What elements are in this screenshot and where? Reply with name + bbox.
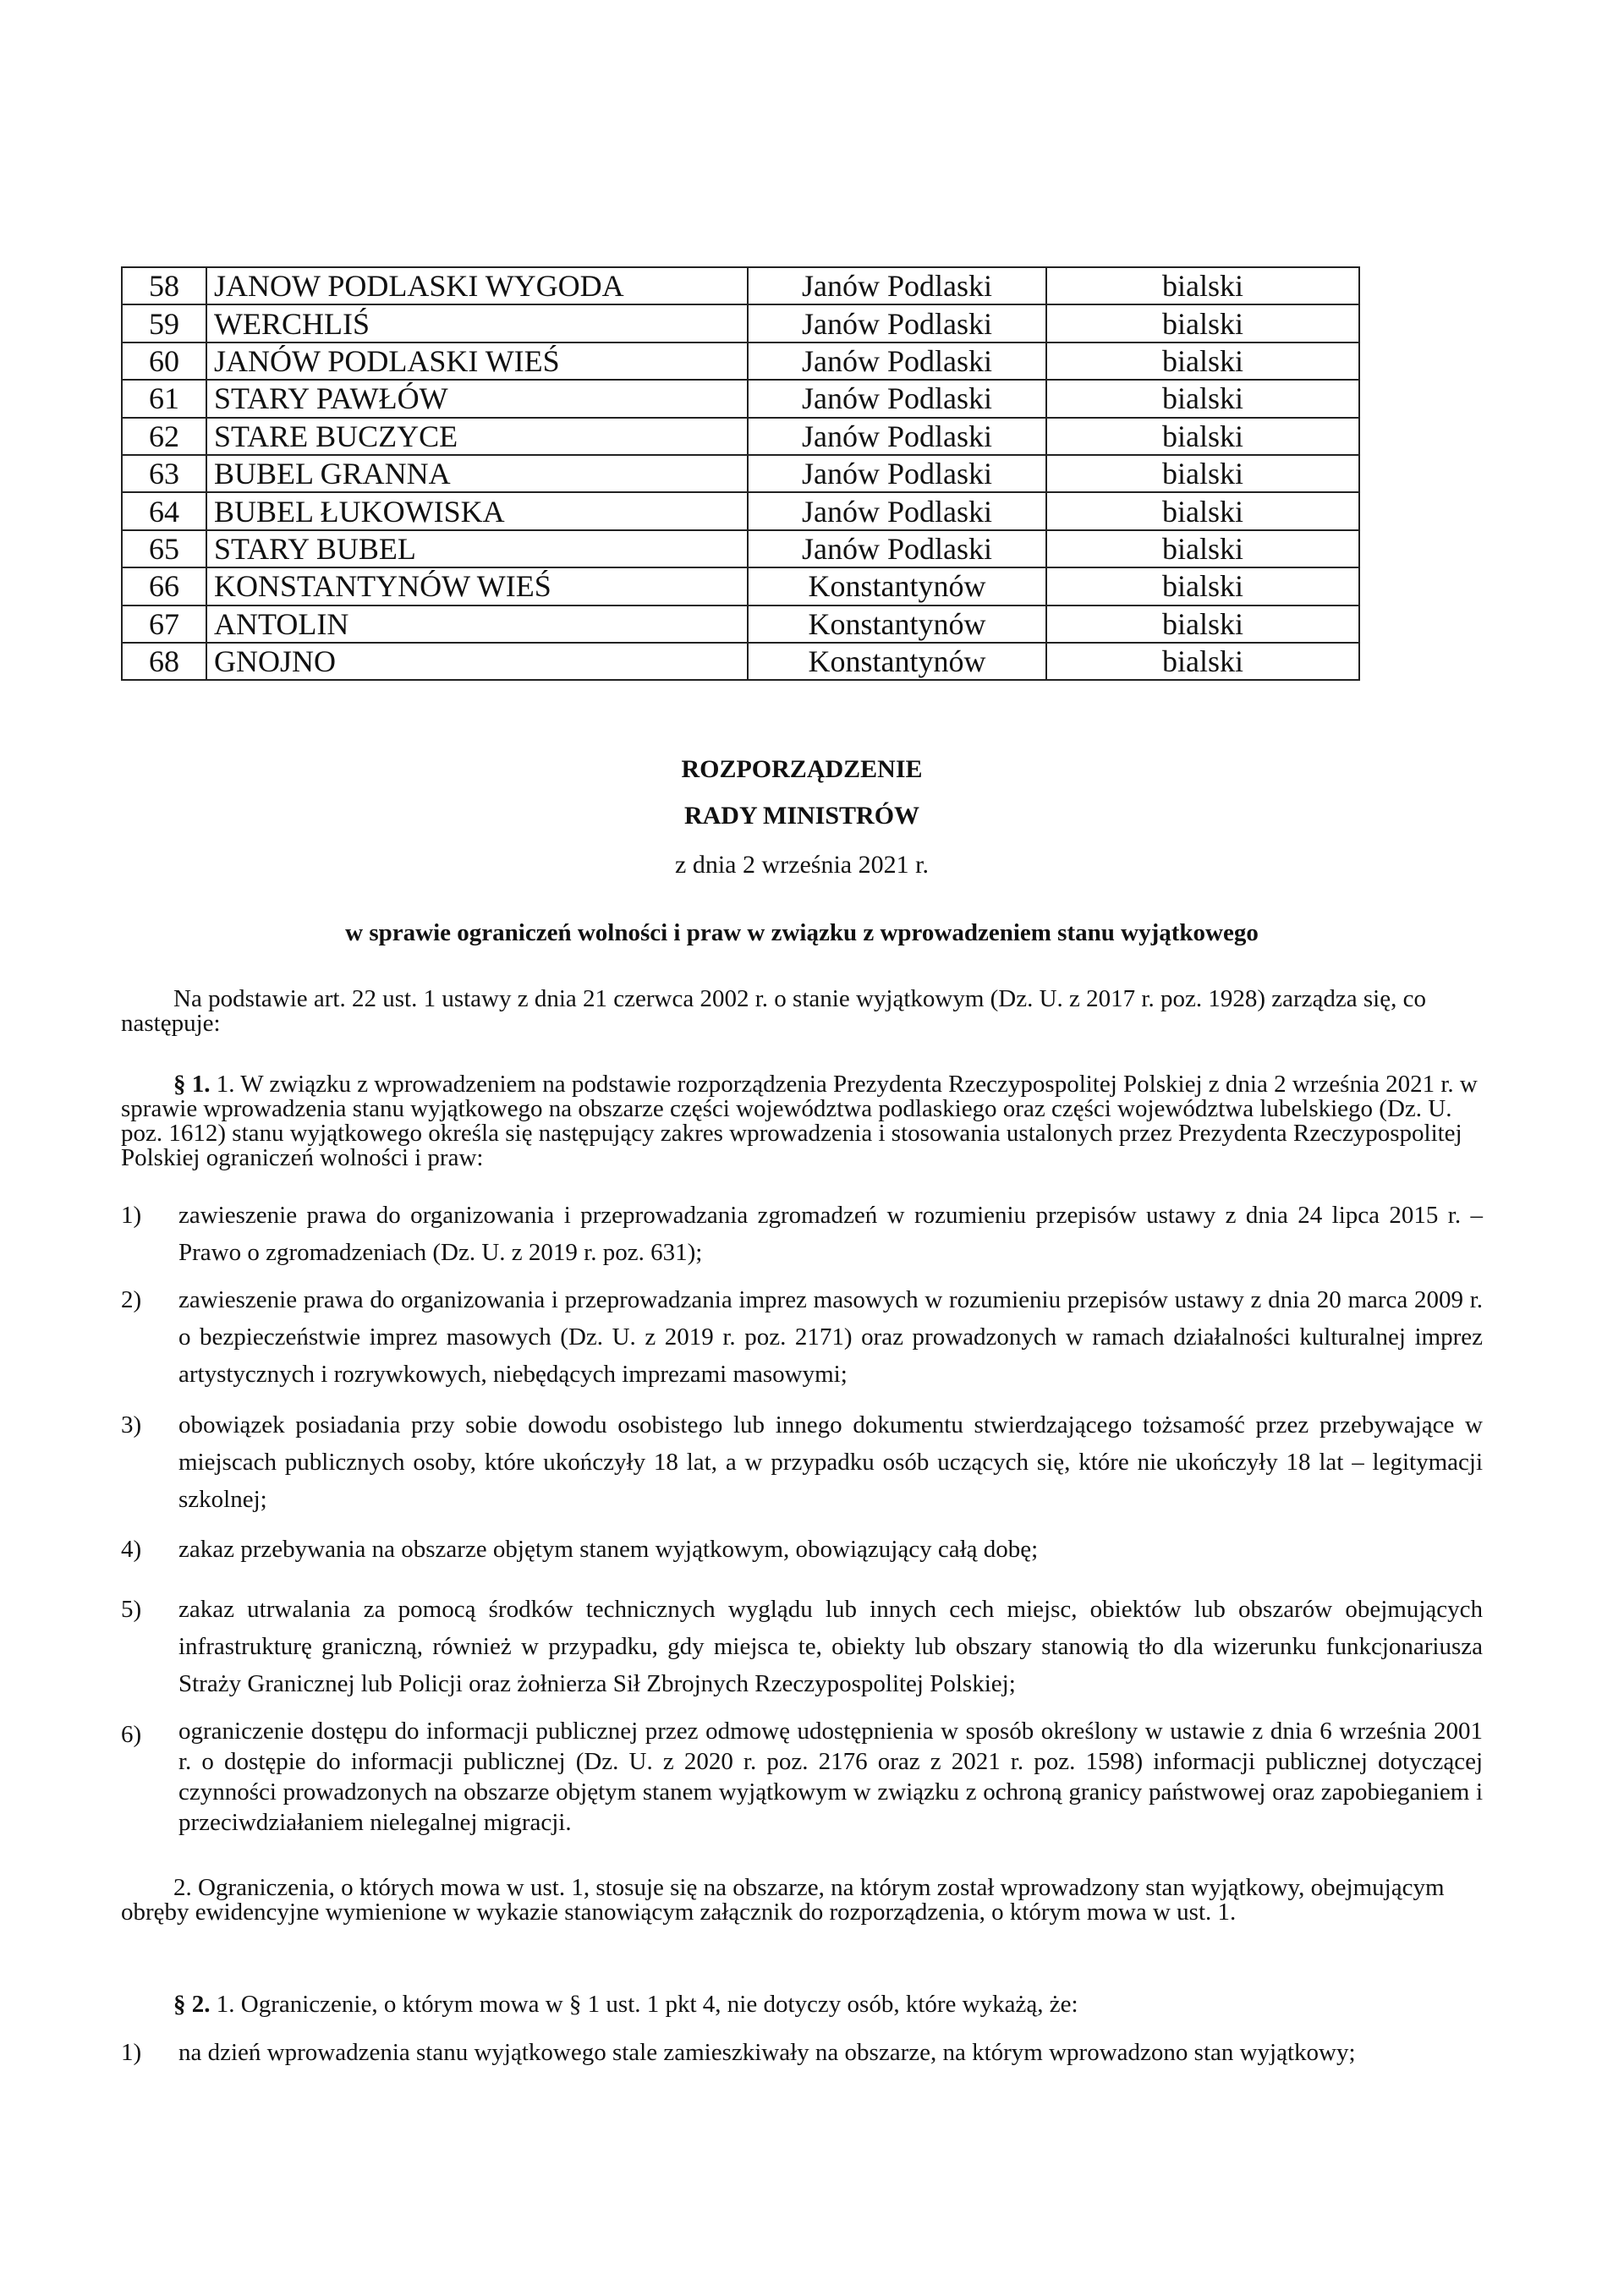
section-1-item bbox=[121, 1406, 1483, 1518]
gmina-cell: Janów Podlaski bbox=[748, 267, 1046, 304]
row-number-cell: 64 bbox=[122, 492, 206, 529]
row-number-cell: 58 bbox=[122, 267, 206, 304]
section-1-paragraph-2 bbox=[121, 1876, 1483, 1925]
gmina-cell: Konstantynów bbox=[748, 606, 1046, 643]
section-1-intro-text: 1. W związku z wprowadzeniem na podstawie rozporządzenia Prezydenta Rzeczypospolitej Polskiej z dnia 2 września 2021 r. w sprawie wprowadzenia stanu wyjątkowego na obszarze części województwa podlaskiego oraz części województwa lubelskiego (Dz. U. poz. 1612) stanu wyjątkowego określa się następujący zakres wprowadzenia i stosowania ustalonych przez Prezydenta Rzeczypospolitej Polskiej ograniczeń wolności i praw: bbox=[121, 1071, 1478, 1171]
section-1-item bbox=[121, 1531, 1483, 1568]
item-number: 4) bbox=[121, 1536, 142, 1563]
locality-name-cell: KONSTANTYNÓW WIEŚ bbox=[206, 567, 748, 605]
row-number-cell: 67 bbox=[122, 606, 206, 643]
locality-table-body bbox=[122, 267, 1359, 680]
powiat-cell: bialski bbox=[1046, 418, 1359, 455]
locality-name-cell: BUBEL ŁUKOWISKA bbox=[206, 492, 748, 529]
table-row bbox=[122, 643, 1359, 680]
locality-name-cell: JANÓW PODLASKI WIEŚ bbox=[206, 342, 748, 380]
gmina-cell: Janów Podlaski bbox=[748, 418, 1046, 455]
table-row bbox=[122, 342, 1359, 380]
locality-name-cell: STARY PAWŁÓW bbox=[206, 380, 748, 417]
row-number-cell: 68 bbox=[122, 643, 206, 680]
section-1-item bbox=[121, 1281, 1483, 1393]
locality-name-cell: STARY BUBEL bbox=[206, 530, 748, 567]
powiat-cell: bialski bbox=[1046, 267, 1359, 304]
powiat-cell: bialski bbox=[1046, 530, 1359, 567]
section-1-item bbox=[121, 1591, 1483, 1702]
section-1-intro bbox=[121, 1072, 1483, 1170]
item-number: 1) bbox=[121, 2039, 142, 2066]
locality-name-cell: STARE BUCZYCE bbox=[206, 418, 748, 455]
item-text: obowiązek posiadania przy sobie dowodu osobistego lub innego dokumentu stwierdzającego tożsamość przez przebywające w miejscach publicznych osoby, które ukończyły 18 lat, a w przypadku osób uczących się, które nie ukończyły 18 lat – legitymacji szkolnej; bbox=[178, 1411, 1483, 1513]
gmina-cell: Janów Podlaski bbox=[748, 455, 1046, 492]
powiat-cell: bialski bbox=[1046, 342, 1359, 380]
row-number-cell: 62 bbox=[122, 418, 206, 455]
gmina-cell: Konstantynów bbox=[748, 643, 1046, 680]
document-date: z dnia 2 września 2021 r. bbox=[675, 851, 929, 879]
item-number: 1) bbox=[121, 1202, 142, 1229]
section-1-marker: § 1. bbox=[173, 1071, 211, 1098]
table-row bbox=[122, 455, 1359, 492]
gmina-cell: Konstantynów bbox=[748, 567, 1046, 605]
gmina-cell: Janów Podlaski bbox=[748, 530, 1046, 567]
powiat-cell: bialski bbox=[1046, 380, 1359, 417]
table-row bbox=[122, 492, 1359, 529]
powiat-cell: bialski bbox=[1046, 606, 1359, 643]
item-number: 6) bbox=[121, 1721, 142, 1748]
item-number: 2) bbox=[121, 1286, 142, 1313]
item-text: zawieszenie prawa do organizowania i przeprowadzania imprez masowych w rozumieniu przepisów ustawy z dnia 20 marca 2009 r. o bezpieczeństwie imprez masowych (Dz. U. z 2019 r. poz. 2171) oraz prowadzonych w ramach działalności kulturalnej imprez artystycznych i rozrywkowych, niebędących imprezami masowymi; bbox=[178, 1286, 1483, 1388]
powiat-cell: bialski bbox=[1046, 643, 1359, 680]
item-text: zawieszenie prawa do organizowania i przeprowadzania zgromadzeń w rozumieniu przepisów ustawy z dnia 24 lipca 2015 r. – Prawo o zgromadzeniach (Dz. U. z 2019 r. poz. 631); bbox=[178, 1202, 1483, 1266]
section-1-item bbox=[121, 1716, 1483, 1838]
table-row bbox=[122, 380, 1359, 417]
section-2-intro bbox=[121, 1992, 1483, 2017]
row-number-cell: 65 bbox=[122, 530, 206, 567]
powiat-cell: bialski bbox=[1046, 492, 1359, 529]
document-title-line1: ROZPORZĄDZENIE bbox=[681, 755, 923, 783]
item-text: zakaz utrwalania za pomocą środków technicznych wyglądu lub innych cech miejsc, obiektów lub obszarów obejmujących infrastrukturę graniczną, również w przypadku, gdy miejsca te, obiekty lub obszary stanowią tło dla wizerunku funkcjonariusza Straży Granicznej lub Policji oraz żołnierza Sił Zbrojnych Rzeczypospolitej Polskiej; bbox=[178, 1596, 1483, 1697]
gmina-cell: Janów Podlaski bbox=[748, 380, 1046, 417]
gmina-cell: Janów Podlaski bbox=[748, 492, 1046, 529]
row-number-cell: 66 bbox=[122, 567, 206, 605]
locality-name-cell: WERCHLIŚ bbox=[206, 304, 748, 342]
item-text: na dzień wprowadzenia stanu wyjątkowego stale zamieszkiwały na obszarze, na którym wprowadzono stan wyjątkowy; bbox=[178, 2039, 1356, 2066]
locality-table bbox=[121, 266, 1360, 681]
locality-name-cell: GNOJNO bbox=[206, 643, 748, 680]
item-number: 5) bbox=[121, 1596, 142, 1623]
gmina-cell: Janów Podlaski bbox=[748, 342, 1046, 380]
powiat-cell: bialski bbox=[1046, 304, 1359, 342]
table-row bbox=[122, 267, 1359, 304]
table-row bbox=[122, 304, 1359, 342]
row-number-cell: 63 bbox=[122, 455, 206, 492]
preamble bbox=[121, 987, 1483, 1036]
preamble-text: Na podstawie art. 22 ust. 1 ustawy z dnia 21 czerwca 2002 r. o stanie wyjątkowym (Dz. U. z 2017 r. poz. 1928) zarządza się, co następuje: bbox=[121, 985, 1426, 1037]
section-2-intro-text: 1. Ograniczenie, o którym mowa w § 1 ust. 1 pkt 4, nie dotyczy osób, które wykażą, że: bbox=[216, 1991, 1078, 2018]
section-2-marker: § 2. bbox=[173, 1991, 211, 2018]
powiat-cell: bialski bbox=[1046, 567, 1359, 605]
section-1-paragraph-2-text: 2. Ograniczenia, o których mowa w ust. 1, stosuje się na obszarze, na którym został wprowadzony stan wyjątkowy, obejmującym obręby ewidencyjne wymienione w wykazie stanowiącym załącznik do rozporządzenia, o którym mowa w ust. 1. bbox=[121, 1874, 1445, 1926]
gmina-cell: Janów Podlaski bbox=[748, 304, 1046, 342]
section-1-item bbox=[121, 1197, 1483, 1271]
document-title-line2: RADY MINISTRÓW bbox=[683, 802, 920, 830]
row-number-cell: 60 bbox=[122, 342, 206, 380]
locality-name-cell: BUBEL GRANNA bbox=[206, 455, 748, 492]
row-number-cell: 61 bbox=[122, 380, 206, 417]
row-number-cell: 59 bbox=[122, 304, 206, 342]
table-row bbox=[122, 606, 1359, 643]
powiat-cell: bialski bbox=[1046, 455, 1359, 492]
document-subject: w sprawie ograniczeń wolności i praw w związku z wprowadzeniem stanu wyjątkowego bbox=[345, 919, 1259, 946]
table-row bbox=[122, 418, 1359, 455]
locality-name-cell: JANOW PODLASKI WYGODA bbox=[206, 267, 748, 304]
table-row bbox=[122, 567, 1359, 605]
table-row bbox=[122, 530, 1359, 567]
section-2-item bbox=[121, 2034, 1483, 2071]
item-text: zakaz przebywania na obszarze objętym stanem wyjątkowym, obowiązujący całą dobę; bbox=[178, 1536, 1039, 1563]
item-number: 3) bbox=[121, 1411, 142, 1438]
locality-name-cell: ANTOLIN bbox=[206, 606, 748, 643]
item-text: ograniczenie dostępu do informacji publicznej przez odmowę udostępnienia w sposób określony w ustawie z dnia 6 września 2001 r. o dostępie do informacji publicznej (Dz. U. z 2020 r. poz. 2176 oraz z 2021 r. poz. 1598) informacji publicznej dotyczącej czynności prowadzonych na obszarze objętym stanem wyjątkowym w związku z ochroną granicy państwowej oraz zapobieganiem i przeciwdziałaniem nielegalnej migracji. bbox=[178, 1718, 1483, 1836]
